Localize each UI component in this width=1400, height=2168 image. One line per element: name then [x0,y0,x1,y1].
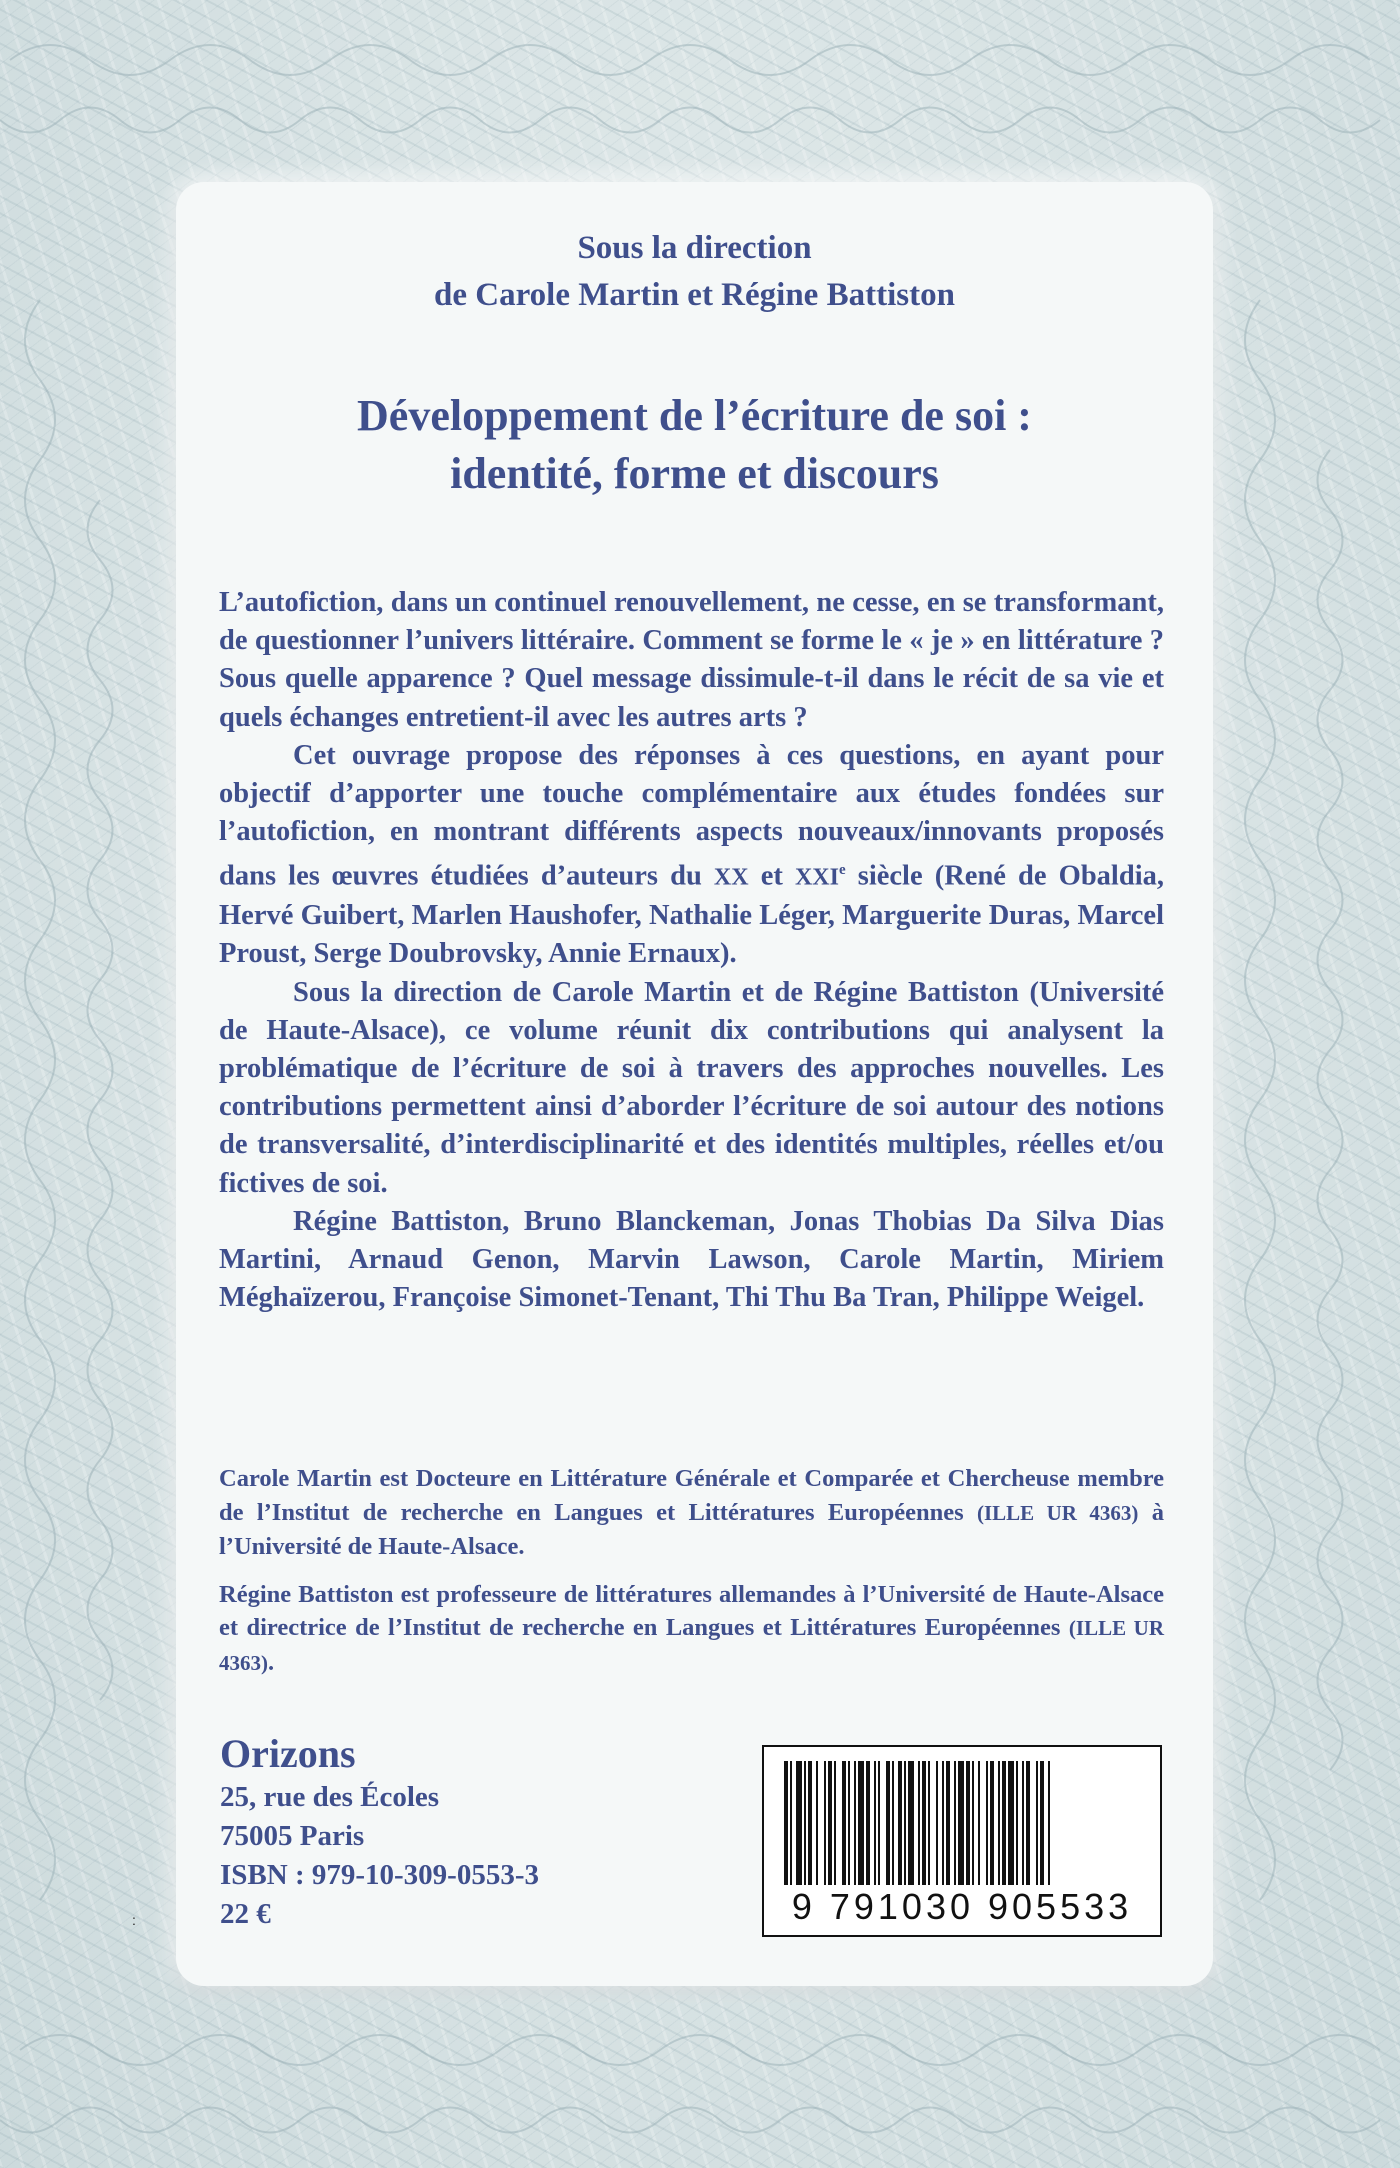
barcode-bar [808,1761,812,1885]
barcode-bar [796,1761,802,1885]
barcode-bar [790,1761,792,1885]
barcode-bar [892,1761,894,1885]
barcode-bar [854,1761,856,1885]
barcode-bar [804,1761,806,1885]
barcode-bar [824,1761,826,1885]
barcode-bar [972,1761,974,1885]
bio-text: à l’Université de Haute-Alsace. [219,1498,1164,1560]
summary-paragraph [219,737,1164,974]
barcode-bar [1008,1761,1014,1885]
isbn: ISBN : 979-10-309-0553-3 [220,1859,539,1891]
superscript-e: e [838,862,846,879]
summary-text-run: Cet ouvrage propose des réponses à ces questions, en ayant pour objectif d’apporter une touche complémentaire aux études fondées sur l’autofiction, en montrant différents aspects nouveaux/innovants proposés dans les œuvres étudiées d’auteurs du [219,739,1164,892]
barcode-bar [954,1761,956,1885]
publisher-name: Orizons [220,1731,356,1776]
barcode-bar [936,1761,938,1885]
contributors-paragraph: Régine Battiston, Bruno Blanckeman, Jonas Thobias Da Silva Dias Martini, Arnaud Genon, Marvin Lawson, Carole Martin, Miriem Méghaïzerou, Françoise Simonet-Tenant, Thi Thu Ba Tran, Philippe Weigel. [219,1205,1164,1314]
barcode-bar [866,1761,870,1885]
barcode-bar [946,1761,950,1885]
title-line-2: identité, forme et discours [450,449,939,498]
century-numeral: XXI [794,864,839,891]
summary-paragraph: L’autofiction, dans un continuel renouvellement, ne cesse, en se transformant, de questionner l’univers littéraire. Comment se forme le « je » en littérature ? Sous quelle apparence ? Quel message dissimule-t-il dans le récit de sa vie et quels échanges entretient-il avec les autres arts ? [219,587,1164,733]
price: 22 € [220,1898,271,1930]
summary-text-run: siècle (René de Obaldia, Hervé Guibert, Marlen Haushofer, Nathalie Léger, Marguerite Duras, Marcel Proust, Serge Doubrovsky, Annie Ernaux). [219,860,1164,970]
barcode-bar [842,1761,846,1885]
publisher-city: 75005 Paris [220,1820,365,1852]
summary-text-run: et [748,860,795,892]
editors-heading [176,225,1213,319]
barcode-bar [966,1761,970,1885]
barcode-bar [1026,1761,1030,1885]
institute-code: (ILLE UR 4363) [976,1500,1139,1525]
barcode-bar [1040,1761,1044,1885]
barcode-bar [816,1761,818,1885]
barcode-bar [1002,1761,1006,1885]
barcode-bar [990,1761,994,1885]
century-numeral: XX [713,864,749,891]
barcode-bar [858,1761,864,1885]
bio-text: Carole Martin est Docteure en Littérature Générale et Comparée et Chercheuse membre de l’Institut de recherche en Langues et Littératures Européennes [219,1465,1164,1526]
barcode-bar [986,1761,988,1885]
bio-text: . [268,1648,275,1676]
book-title [176,387,1213,503]
bio-text: Régine Battiston est professeure de littératures allemandes à l’Université de Haute-Alsace et directrice de l’Institut de recherche en Langues et Littératures Européennes [219,1580,1164,1641]
back-cover-card [176,182,1213,1986]
publisher-street: 25, rue des Écoles [220,1781,440,1813]
bio-carole-martin [219,1462,1164,1564]
barcode-bar [928,1761,930,1885]
title-line-1: Développement de l’écriture de soi : [357,391,1032,440]
editors-line-2: de Carole Martin et Régine Battiston [434,277,955,313]
barcode-bar [922,1761,926,1885]
summary-paragraph: Sous la direction de Carole Martin et de Régine Battiston (Université de Haute-Alsace), ce volume réunit dix contributions qui analysent la problématique de l’écriture de soi à travers des approches nouvelles. Les contributions permettent ainsi d’aborder l’écriture de soi autour des notions de transversalité, d’interdisciplinarité et des identités multiples, réelles et/ou fictives de soi. [219,976,1164,1199]
isbn-barcode [762,1745,1162,1937]
author-bios [219,1462,1164,1694]
barcode-bar [874,1761,876,1885]
barcode-bar [908,1761,914,1885]
barcode-bar [942,1761,944,1885]
barcode-bar [828,1761,832,1885]
barcode-bar [898,1761,902,1885]
barcode-bar [1036,1761,1038,1885]
barcode-bar [1048,1761,1050,1885]
bio-regine-battiston [219,1578,1164,1681]
barcode-bar [1022,1761,1024,1885]
barcode-bar [904,1761,906,1885]
barcode-bar [1016,1761,1018,1885]
publisher-block [220,1730,539,1934]
barcode-bar [958,1761,964,1885]
barcode-digits: 9 791030 905533 [791,1886,1133,1927]
barcode-bar [998,1761,1000,1885]
barcode-bar [848,1761,850,1885]
institute-code: (ILLE UR 4363) [219,1616,1164,1675]
barcode-bar [784,1761,788,1885]
barcode-bar [878,1761,880,1885]
barcode-bar [918,1761,920,1885]
summary-text [219,584,1164,1317]
barcode-bar [886,1761,890,1885]
corner-mark: : [132,1912,136,1928]
barcode-bars [784,1761,1140,1885]
barcode-bar [834,1761,836,1885]
barcode-bar [978,1761,980,1885]
editors-line-1: Sous la direction [577,230,812,266]
